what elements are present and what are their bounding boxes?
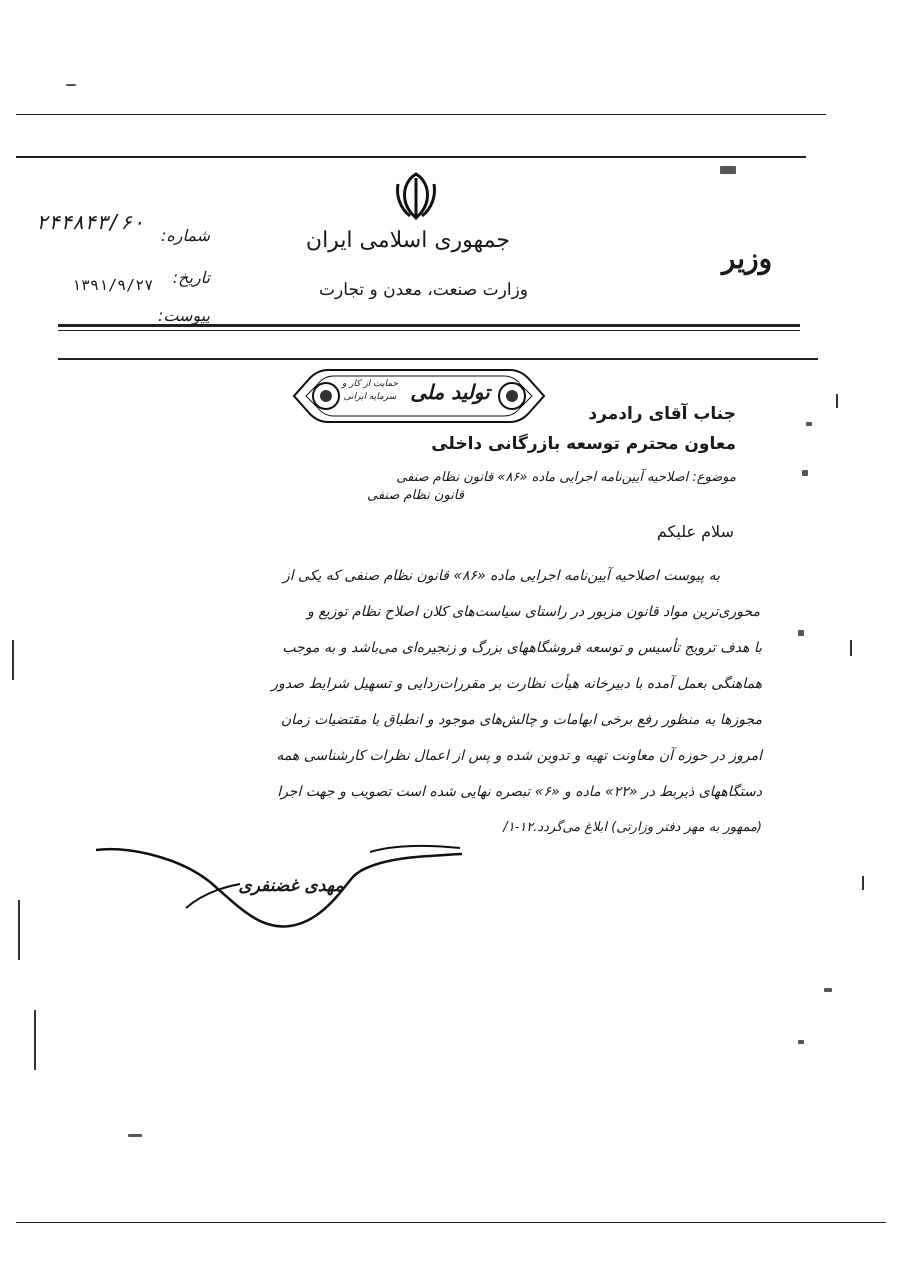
scan-speck: [806, 422, 812, 426]
ministry-name: وزارت صنعت، معدن و تجارت: [319, 280, 528, 300]
header-rule-bottom-2: [58, 330, 800, 331]
subject-line: موضوع: اصلاحیه آیین‌نامه اجرایی ماده «۸۶» قانون نظام صنفی: [396, 470, 736, 485]
scan-speck: [128, 1134, 142, 1137]
greeting: سلام علیکم: [656, 522, 734, 541]
slogan-sub: حمایت از کار و سرمایه ایرانی: [342, 379, 398, 402]
margin-mark: [18, 900, 20, 960]
scan-speck: [66, 84, 76, 86]
body-line: محوری‌ترین مواد قانون مزبور در راستای سیاست‌های کلان اصلاح نظام توزیع و: [307, 604, 760, 620]
date-value: ۱۳۹۱/۹/۲۷: [72, 276, 154, 294]
header-rule-top: [16, 156, 806, 158]
body-line: (ممهور به مهر دفتر وزارتی) ابلاغ می‌گردد.۱۲-۱/: [503, 820, 762, 835]
margin-mark: [34, 1010, 36, 1070]
office-title: وزیر: [721, 242, 773, 275]
slogan-main: تولید ملی: [410, 380, 490, 404]
margin-mark: [850, 640, 852, 656]
scan-speck: [802, 470, 808, 476]
margin-mark: [862, 876, 864, 890]
attachment-label: پیوست:: [157, 306, 210, 325]
recipient-title: معاون محترم توسعه بازرگانی داخلی: [431, 434, 736, 454]
subject-line-2: قانون نظام صنفی: [367, 488, 464, 503]
bottom-rule: [16, 1222, 886, 1223]
recipient-name: جناب آقای رادمرد: [588, 404, 736, 424]
body-line: به پیوست اصلاحیه آیین‌نامه اجرایی ماده «۸۶» قانون نظام صنفی که یکی از: [282, 568, 720, 584]
body-line: هماهنگی بعمل آمده با دبیرخانه هیأت نظارت بر مقررات‌زدایی و تسهیل شرایط صدور: [271, 676, 762, 692]
number-label: شماره:: [160, 226, 210, 245]
date-label: تاریخ:: [172, 268, 210, 287]
body-line: مجوزها به منظور رفع برخی ابهامات و چالش‌های موجود و انطباق با مقتضیات زمان: [280, 712, 762, 728]
scan-speck: [824, 988, 832, 992]
body-line: امروز در حوزه آن معاونت تهیه و تدوین شده و پس از اعمال نظرات کارشناسی همه: [276, 748, 762, 764]
top-rule: [16, 114, 826, 115]
number-value: ۲۴۴۸۴۳/۶۰: [36, 210, 145, 234]
body-line: با هدف ترویج تأسیس و توسعه فروشگاههای بزرگ و زنجیره‌ای می‌باشد و به موجب: [282, 640, 762, 656]
margin-mark: [12, 640, 14, 680]
iran-emblem-icon: [392, 170, 440, 222]
signatory-name: مهدی غضنفری: [238, 876, 344, 896]
scan-speck: [798, 630, 804, 636]
scan-speck: [720, 166, 736, 174]
country-name: جمهوری اسلامی ایران: [305, 228, 510, 253]
scan-speck: [798, 1040, 804, 1044]
body-line: دستگاههای ذیربط در «۲۲» ماده و «۶» تبصره نهایی شده است تصویب و جهت اجرا: [277, 784, 762, 800]
margin-mark: [836, 394, 838, 408]
slogan-rule: [58, 358, 818, 360]
